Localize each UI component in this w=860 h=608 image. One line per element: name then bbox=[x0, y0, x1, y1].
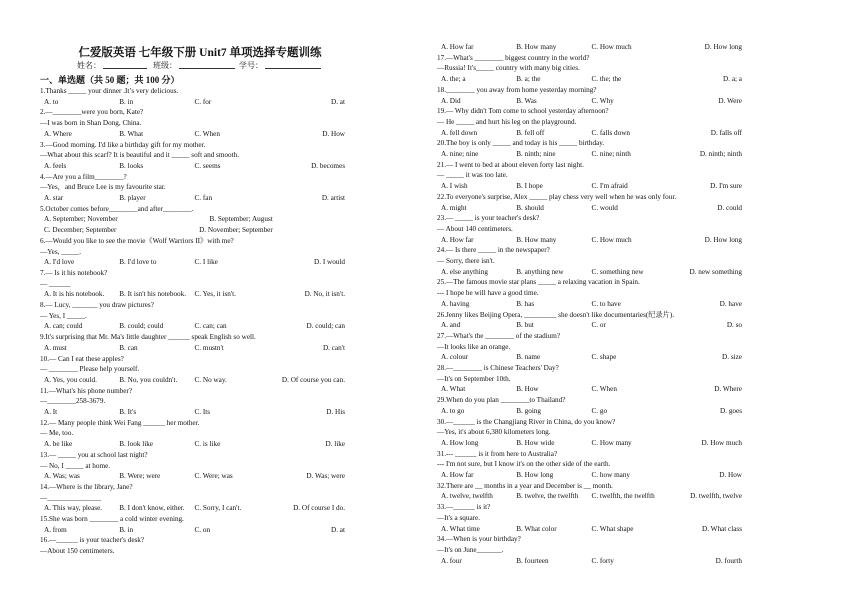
name-label: 姓名： bbox=[77, 61, 101, 70]
question-line: —Yes, it's about 6,380 kilometers long. bbox=[437, 428, 551, 437]
question-line: 24.— Is there _____ in the newspaper? bbox=[437, 246, 550, 255]
answer-option[interactable]: C. When bbox=[591, 385, 617, 394]
question-line: 14.—Where is the library, Jane? bbox=[40, 482, 133, 491]
option-row bbox=[441, 235, 742, 245]
answer-option[interactable]: A. What bbox=[441, 385, 466, 394]
answer-option[interactable]: D. Were bbox=[718, 96, 742, 105]
answer-option[interactable]: C. how many bbox=[591, 471, 631, 479]
id-label: 学号： bbox=[239, 61, 263, 70]
question-line: — About 140 centimeters. bbox=[437, 224, 513, 233]
option-row bbox=[441, 470, 742, 480]
answer-option[interactable]: B. a; the bbox=[516, 75, 541, 84]
option-row bbox=[44, 407, 345, 417]
answer-option[interactable]: B. in bbox=[119, 525, 134, 534]
answer-option[interactable]: B. How many bbox=[516, 235, 557, 244]
answer-option[interactable]: B. fourteen bbox=[516, 556, 549, 565]
answer-option[interactable]: D. so bbox=[726, 321, 742, 330]
answer-option[interactable]: C. can; can bbox=[194, 322, 227, 331]
option-row bbox=[44, 225, 273, 235]
answer-option[interactable]: C. December; September bbox=[44, 226, 117, 235]
question-line: — ______ bbox=[40, 279, 71, 288]
answer-option[interactable]: D. new something bbox=[689, 267, 742, 276]
answer-option[interactable]: C. mustn't bbox=[194, 343, 224, 352]
answer-option[interactable]: C. on bbox=[194, 525, 211, 534]
option-row bbox=[44, 375, 345, 385]
question-line: 31.--- ______ is it from here to Australia? bbox=[437, 449, 558, 458]
answer-option[interactable]: A. What time bbox=[441, 524, 480, 533]
answer-option[interactable]: B. I hope bbox=[516, 182, 543, 191]
question-line: —_______________ bbox=[40, 493, 102, 502]
answer-option[interactable]: D. at bbox=[331, 97, 345, 106]
option-row bbox=[441, 299, 742, 309]
answer-option[interactable]: C. How much bbox=[591, 43, 632, 51]
answer-option[interactable]: C. for bbox=[194, 97, 212, 106]
answer-option[interactable]: D. ninth; ninth bbox=[699, 150, 742, 158]
answer-option[interactable]: A. Was; was bbox=[44, 472, 80, 481]
answer-option[interactable]: B. fell off bbox=[516, 128, 545, 137]
answer-option[interactable]: C. is like bbox=[194, 440, 221, 449]
question-line: 26.Jenny likes Beijing Opera, _________ she doesn't like documentaries(纪录片). bbox=[437, 310, 675, 319]
answer-option[interactable]: A. from bbox=[44, 525, 67, 534]
answer-option[interactable]: B. could; could bbox=[119, 322, 164, 331]
answer-option[interactable]: B. player bbox=[119, 194, 146, 202]
question-line: 9.It's surprising that Mr. Ma's little daughter ______ speak English so well. bbox=[40, 333, 256, 342]
question-line: --- I'm not sure, but I know it's on the other side of the earth. bbox=[437, 460, 611, 469]
answer-option[interactable]: C. fan bbox=[194, 194, 213, 202]
answer-option[interactable]: B. How long bbox=[516, 471, 554, 479]
answer-option[interactable]: B. I'd love to bbox=[119, 258, 157, 267]
answer-option[interactable]: D. like bbox=[325, 440, 345, 449]
answer-option[interactable]: C. shape bbox=[591, 353, 617, 362]
answer-option[interactable]: D. Was; were bbox=[306, 472, 345, 481]
answer-option[interactable]: C. twelfth, the twelfth bbox=[591, 492, 655, 501]
question-line: — No, I _____ at home. bbox=[40, 461, 111, 470]
answer-option[interactable]: D. His bbox=[326, 408, 345, 416]
answer-option[interactable]: C. or bbox=[591, 321, 606, 330]
answer-option[interactable]: D. How bbox=[719, 471, 742, 479]
answer-option[interactable]: C. nine; ninth bbox=[591, 150, 631, 158]
question-line: 6.—Would you like to see the movie《Wolf Warriors II》with me? bbox=[40, 236, 234, 245]
answer-option[interactable]: B. September; August bbox=[209, 215, 273, 224]
answer-option[interactable]: C. Why bbox=[591, 96, 614, 105]
option-row bbox=[44, 439, 345, 449]
question-line: 33.—______ is it? bbox=[437, 503, 491, 512]
answer-option[interactable]: D. goes bbox=[720, 406, 742, 415]
answer-option[interactable]: A. be like bbox=[44, 440, 73, 449]
answer-option[interactable]: D. November; September bbox=[199, 226, 273, 235]
answer-option[interactable]: C. something new bbox=[591, 267, 644, 276]
answer-option[interactable]: B. It's bbox=[119, 408, 137, 416]
question-line: 5.October comes before________and after________. bbox=[40, 204, 194, 213]
answer-option[interactable]: B. How bbox=[516, 385, 539, 394]
answer-option[interactable]: A. How long bbox=[441, 438, 479, 447]
question-line: — Yes, I _____. bbox=[40, 311, 87, 320]
answer-option[interactable]: A. twelve, twelfth bbox=[441, 492, 493, 501]
question-line: 32.There are __ months in a year and December is __ month. bbox=[437, 481, 613, 490]
option-row bbox=[441, 149, 742, 159]
question-line: 3.—Good morning. I'd like a birthday gift for my mother. bbox=[40, 140, 206, 149]
question-line: —It looks like an orange. bbox=[437, 342, 511, 351]
question-line: 25.—The famous movie star plans _____ a relaxing vacation in Spain. bbox=[437, 278, 640, 287]
answer-option[interactable]: C. Sorry, I can't. bbox=[194, 504, 242, 513]
answer-option[interactable]: D. I'm sure bbox=[710, 182, 742, 191]
question-line: —Yes，and Bruce Lee is my favourite star. bbox=[40, 183, 166, 192]
answer-option[interactable]: B. No, you couldn't. bbox=[119, 375, 178, 384]
option-row bbox=[441, 96, 742, 106]
answer-option[interactable]: D. falls off bbox=[710, 128, 742, 137]
question-line: 16.—______ is your teacher's desk? bbox=[40, 536, 145, 545]
question-line: 10.— Can I eat these apples? bbox=[40, 354, 124, 363]
question-line: 28.—________ is Chinese Teachers' Day? bbox=[437, 364, 559, 372]
answer-option[interactable]: B. but bbox=[516, 321, 534, 330]
answer-option[interactable]: B. looks bbox=[119, 161, 144, 170]
answer-option[interactable]: C. No way. bbox=[194, 375, 227, 384]
answer-option[interactable]: C. forty bbox=[591, 556, 614, 565]
answer-option[interactable]: A. How far bbox=[441, 43, 474, 51]
question-line: 12.— Many people think Wei Fang ______ her mother. bbox=[40, 418, 200, 427]
answer-option[interactable]: B. It isn't his notebook. bbox=[119, 290, 187, 299]
question-line: — _____ it was too late. bbox=[437, 171, 508, 180]
answer-option[interactable]: A. September; November bbox=[44, 215, 118, 224]
answer-option[interactable]: B. How many bbox=[516, 43, 557, 51]
answer-option[interactable]: B. can bbox=[119, 343, 138, 352]
option-row bbox=[441, 438, 742, 448]
option-row bbox=[44, 525, 345, 535]
question-line: —________258-3679. bbox=[40, 397, 106, 406]
answer-option[interactable]: D. artist bbox=[321, 194, 345, 202]
option-row bbox=[44, 129, 345, 139]
answer-option[interactable]: B. Were; were bbox=[119, 472, 161, 481]
question-line: 4.—Are you a film________? bbox=[40, 172, 127, 181]
question-line: 7.— Is it his notebook? bbox=[40, 268, 108, 277]
answer-option[interactable]: B. ninth; nine bbox=[516, 150, 556, 158]
question-line: — ________ Please help yourself. bbox=[40, 365, 140, 374]
answer-option[interactable]: A. and bbox=[441, 321, 461, 330]
answer-option[interactable]: A. It bbox=[44, 408, 58, 416]
question-line: —It's a square. bbox=[437, 513, 481, 522]
question-line: 18.________ you away from home yesterday morning? bbox=[437, 85, 597, 94]
question-line: 30.—______ is the Changjiang River in China, do you know? bbox=[437, 417, 616, 426]
answer-option[interactable]: B. Was bbox=[516, 96, 537, 105]
page-title: 仁爱版英语 七年级下册 Unit7 单项选择专题训练 bbox=[78, 47, 322, 59]
option-row bbox=[441, 406, 742, 416]
answer-option[interactable]: C. When bbox=[194, 129, 220, 138]
question-line: 17.—What's ________ biggest country in the world? bbox=[437, 53, 590, 62]
answer-option[interactable]: C. How much bbox=[591, 235, 632, 244]
answer-option[interactable]: B. in bbox=[119, 97, 134, 106]
answer-option[interactable]: C. What shape bbox=[591, 524, 634, 533]
question-line: 20.The boy is only _____ and today is his _____ birthday. bbox=[437, 139, 605, 148]
student-info bbox=[40, 60, 360, 71]
question-line: —It's on June_______. bbox=[437, 545, 504, 554]
answer-option[interactable]: A. How far bbox=[441, 235, 474, 244]
answer-option[interactable]: A. I wish bbox=[441, 182, 468, 191]
answer-option[interactable]: C. How many bbox=[591, 438, 632, 447]
answer-option[interactable]: C. falls down bbox=[591, 128, 631, 137]
question-line: 29.When do you plan ________to Thailand? bbox=[437, 396, 566, 405]
answer-option[interactable]: A. Where bbox=[44, 129, 72, 138]
answer-option[interactable]: D. fourth bbox=[715, 556, 742, 565]
answer-option[interactable]: C. Its bbox=[194, 408, 211, 416]
question-line: 8.— Lucy, _______ you draw pictures? bbox=[40, 301, 154, 309]
answer-option[interactable]: A. This way, please. bbox=[44, 504, 103, 513]
answer-option[interactable]: B. name bbox=[516, 353, 541, 362]
option-row bbox=[441, 352, 742, 362]
answer-option[interactable]: A. It is his notebook. bbox=[44, 290, 105, 299]
answer-option[interactable]: D. Of course you can. bbox=[281, 375, 345, 384]
question-line: 22.To everyone's surprise, Alex _____ play chess very well when he was only four. bbox=[437, 192, 677, 201]
answer-option[interactable]: A. must bbox=[44, 343, 67, 352]
name-blank bbox=[103, 68, 147, 69]
question-line: 19.— Why didn't Tom come to school yesterday afternoon? bbox=[437, 107, 609, 116]
option-row bbox=[44, 289, 345, 299]
option-row bbox=[441, 524, 742, 534]
option-row bbox=[44, 503, 345, 513]
question-line: —It's on September 10th. bbox=[437, 374, 511, 383]
class-blank bbox=[179, 68, 235, 69]
answer-option[interactable]: B. going bbox=[516, 406, 542, 415]
answer-option[interactable]: B. What color bbox=[516, 524, 557, 533]
answer-option[interactable]: D. How bbox=[322, 129, 345, 138]
class-label: 班级： bbox=[153, 61, 177, 70]
question-line: 21.— I went to bed at about eleven forty last night. bbox=[437, 160, 584, 169]
answer-option[interactable]: D. What class bbox=[702, 524, 742, 533]
answer-option[interactable]: D. becomes bbox=[311, 161, 345, 170]
option-row bbox=[44, 321, 345, 331]
answer-option[interactable]: A. might bbox=[441, 203, 467, 212]
answer-option[interactable]: A. fell down bbox=[441, 128, 478, 137]
section-heading: 一、单选题（共 50 题；共 100 分） bbox=[40, 75, 180, 85]
answer-option[interactable]: D. at bbox=[331, 525, 345, 534]
question-line: --- I hope he will have a good time. bbox=[437, 289, 539, 298]
answer-option[interactable]: C. I'm afraid bbox=[591, 182, 628, 191]
question-line: 34.—When is your birthday? bbox=[437, 535, 521, 544]
option-row bbox=[441, 74, 742, 84]
option-row bbox=[441, 267, 742, 277]
option-row bbox=[44, 161, 345, 171]
answer-option[interactable]: C. Yes, it isn't. bbox=[194, 290, 236, 299]
option-row bbox=[44, 193, 345, 203]
answer-option[interactable]: B. anything new bbox=[516, 267, 564, 276]
option-row bbox=[441, 181, 742, 191]
answer-option[interactable]: A. I'd love bbox=[44, 258, 75, 267]
question-line: 15.She was born ________ a cold winter evening. bbox=[40, 515, 184, 523]
answer-option[interactable]: C. would bbox=[591, 203, 618, 212]
question-line: —I was born in Shan Dong, China. bbox=[40, 119, 142, 128]
answer-option[interactable]: A. colour bbox=[441, 353, 469, 362]
answer-option[interactable]: A. else anything bbox=[441, 267, 488, 276]
answer-option[interactable]: D. I would bbox=[314, 258, 345, 267]
answer-option[interactable]: D. a; a bbox=[723, 75, 742, 84]
option-row bbox=[44, 343, 345, 353]
answer-option[interactable]: D. No, it isn't. bbox=[304, 290, 345, 299]
answer-option[interactable]: C. the; the bbox=[591, 75, 622, 84]
question-line: —Yes, _____. bbox=[40, 247, 82, 256]
answer-option[interactable]: D. could; can bbox=[306, 322, 345, 331]
option-row bbox=[441, 556, 742, 566]
option-row bbox=[441, 128, 742, 138]
answer-option[interactable]: D. How long bbox=[704, 43, 742, 51]
answer-option[interactable]: D. can't bbox=[322, 343, 345, 352]
option-row bbox=[441, 384, 742, 394]
answer-option[interactable]: B. should bbox=[516, 203, 544, 212]
question-line: —About 150 centimeters. bbox=[40, 547, 115, 556]
question-line: 23.— _____ is your teacher's desk? bbox=[437, 214, 540, 223]
answer-option[interactable]: A. four bbox=[441, 556, 462, 565]
question-line: — Me, too. bbox=[40, 429, 74, 438]
answer-option[interactable]: D. twelfth, twelve bbox=[690, 492, 742, 501]
answer-option[interactable]: A. to go bbox=[441, 406, 465, 415]
option-row bbox=[441, 320, 742, 330]
option-row bbox=[44, 257, 345, 267]
answer-option[interactable]: A. star bbox=[44, 194, 64, 202]
answer-option[interactable]: C. go bbox=[591, 406, 608, 415]
answer-option[interactable]: A. having bbox=[441, 299, 470, 308]
answer-option[interactable]: A. Did bbox=[441, 96, 461, 105]
answer-option[interactable]: D. Where bbox=[714, 385, 742, 394]
answer-option[interactable]: B. How wide bbox=[516, 438, 555, 447]
question-line: 13.— _____ you at school last night? bbox=[40, 450, 148, 459]
answer-option[interactable]: C. I like bbox=[194, 258, 218, 267]
answer-option[interactable]: B. twelve, the twelfth bbox=[516, 492, 579, 501]
option-row bbox=[44, 214, 273, 224]
question-line: — He _____ and hurt his leg on the playground. bbox=[437, 117, 577, 126]
answer-option[interactable]: D. How much bbox=[701, 438, 742, 447]
answer-option[interactable]: D. Of course I do. bbox=[293, 504, 345, 513]
question-line: 11.—What's his phone number? bbox=[40, 386, 133, 395]
answer-option[interactable]: A. Yes, you could. bbox=[44, 375, 97, 384]
answer-option[interactable]: B. look like bbox=[119, 440, 153, 449]
answer-option[interactable]: C. Were; was bbox=[194, 472, 233, 481]
answer-option[interactable]: C. to have bbox=[591, 299, 621, 308]
answer-option[interactable]: A. feels bbox=[44, 161, 67, 170]
question-line: 2.—________were you born, Kate? bbox=[40, 108, 144, 117]
question-line: — Sorry, there isn't. bbox=[437, 257, 495, 265]
answer-option[interactable]: B. What bbox=[119, 129, 144, 138]
question-line: —Russia! It's_____ country with many big cities. bbox=[437, 64, 580, 73]
answer-option[interactable]: A. can; could bbox=[44, 322, 83, 331]
answer-option[interactable]: A. How far bbox=[441, 471, 474, 479]
answer-option[interactable]: D. have bbox=[719, 299, 742, 308]
answer-option[interactable]: D. How long bbox=[704, 235, 742, 244]
answer-option[interactable]: A. the; a bbox=[441, 75, 466, 84]
option-row bbox=[441, 42, 742, 52]
answer-option[interactable]: D. size bbox=[722, 353, 742, 362]
answer-option[interactable]: C. seems bbox=[194, 161, 221, 170]
answer-option[interactable]: A. to bbox=[44, 97, 59, 106]
option-row bbox=[441, 203, 742, 213]
answer-option[interactable]: A. nine; nine bbox=[441, 150, 479, 158]
option-row bbox=[44, 471, 345, 481]
answer-option[interactable]: B. has bbox=[516, 299, 535, 308]
question-line: 27.—What's the ________ of the stadium? bbox=[437, 331, 561, 340]
option-row bbox=[441, 491, 742, 501]
question-line: —What about this scarf? It is beautiful and it _____ soft and smooth. bbox=[40, 151, 240, 160]
answer-option[interactable]: D. could bbox=[717, 203, 742, 212]
answer-option[interactable]: B. I don't know, either. bbox=[119, 504, 185, 513]
option-row bbox=[44, 97, 345, 107]
id-blank bbox=[265, 68, 321, 69]
question-line: 1.Thanks _____ your dinner .It’s very delicious. bbox=[40, 87, 179, 95]
